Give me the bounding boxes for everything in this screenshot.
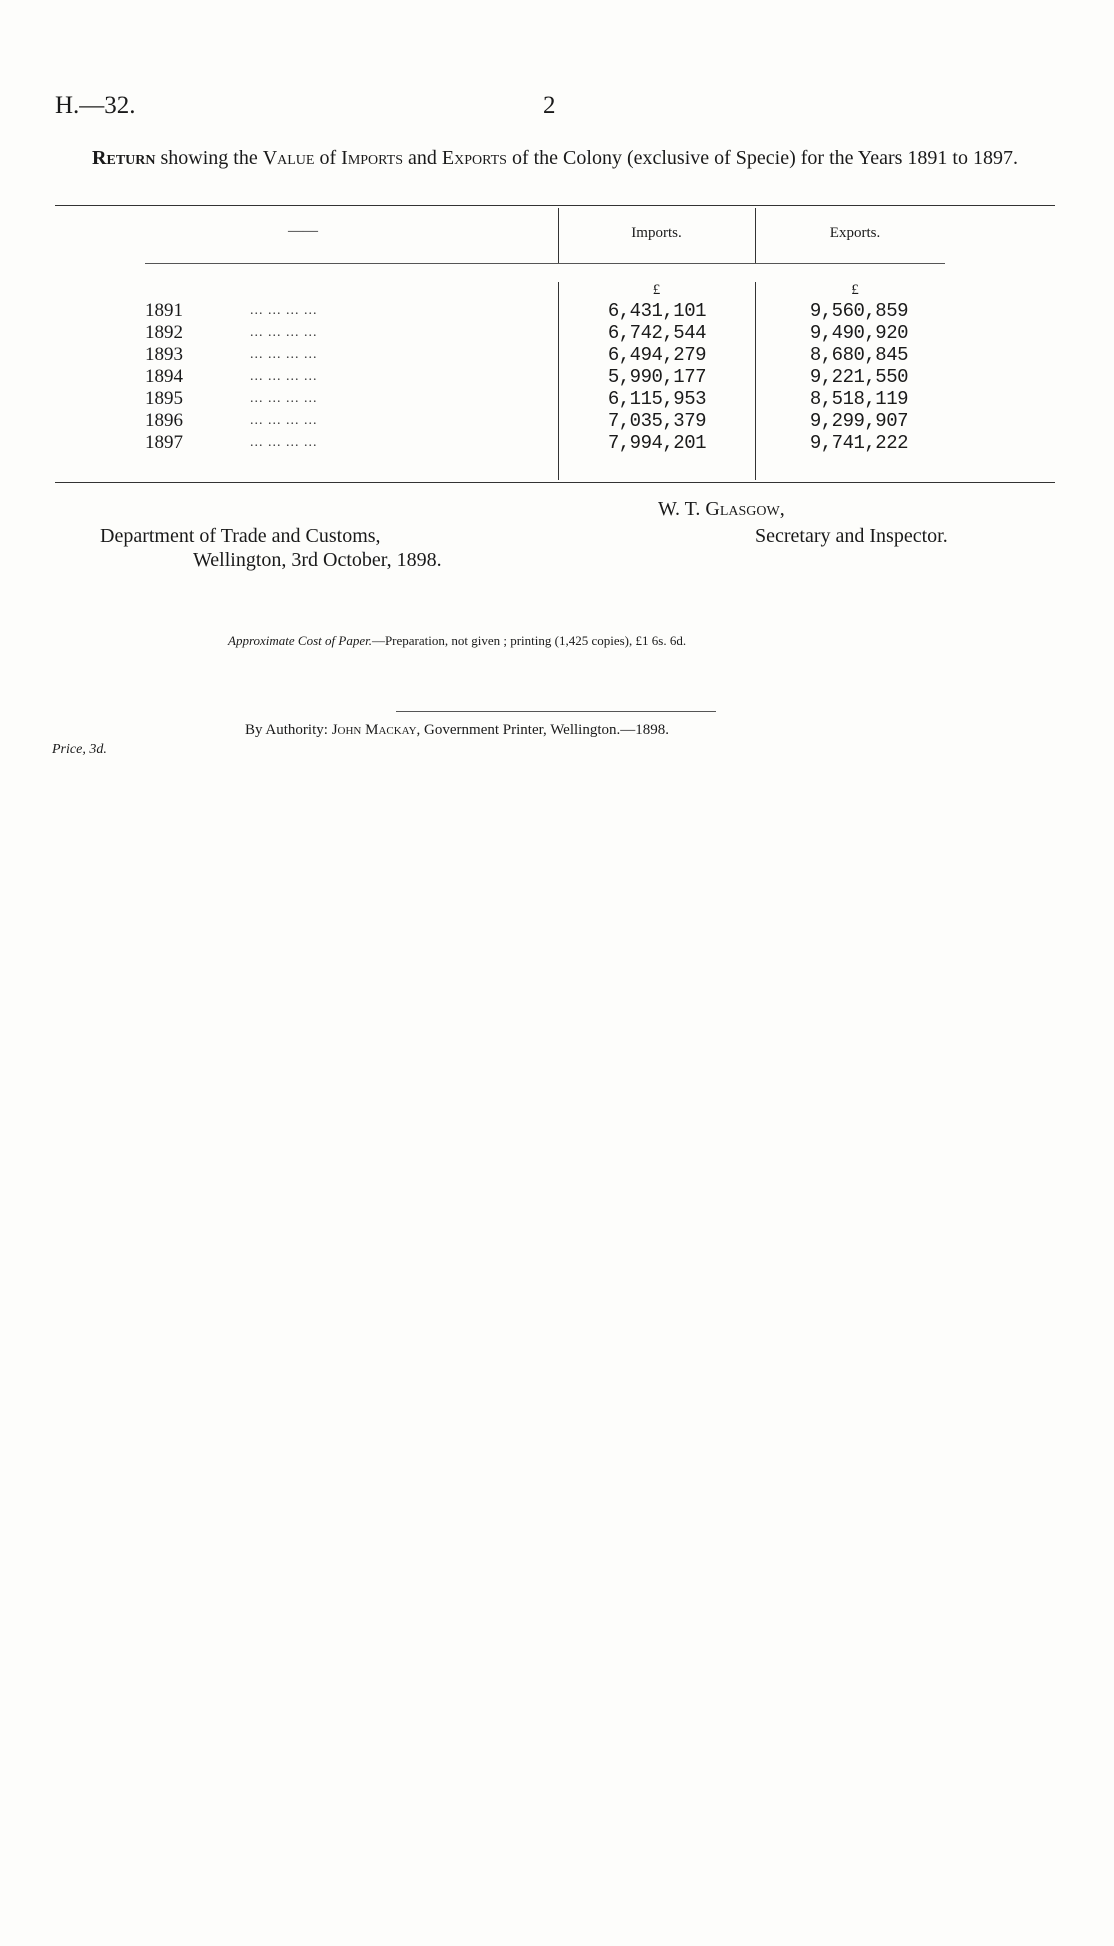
row-imports: 7,994,201 (607, 432, 706, 454)
row-exports: 9,560,859 (809, 300, 908, 322)
table-bottom-rule (55, 482, 1055, 483)
year-column-header: —— (288, 223, 318, 239)
title-part-1: showing the (155, 147, 263, 169)
row-year: 1895 (145, 388, 183, 409)
row-year: 1894 (145, 366, 183, 387)
title-word-exports: Exports (441, 147, 507, 169)
signatory-position: Secretary and Inspector. (755, 525, 948, 547)
row-imports: 6,115,953 (607, 388, 706, 410)
row-exports: 9,299,907 (809, 410, 908, 432)
leader-dots: ... ... ... ... (250, 347, 318, 362)
title-part-4: of the Colony (exclusive of Specie) for the Years 1891 to 1897. (506, 147, 1018, 169)
leader-dots: ... ... ... ... (250, 369, 318, 384)
row-year: 1893 (145, 344, 183, 365)
imprint-prefix: By Authority: (245, 722, 332, 738)
title-part-2: of (314, 147, 342, 169)
title-word-imports: Imports (341, 147, 403, 169)
table-top-rule (55, 205, 1055, 206)
row-imports: 7,035,379 (607, 410, 706, 432)
leader-dots: ... ... ... ... (250, 435, 318, 450)
page-reference: H.—32. (55, 92, 136, 119)
page-number: 2 (543, 92, 556, 119)
table-header-rule (145, 263, 945, 264)
leader-dots: ... ... ... ... (250, 303, 318, 318)
imprint-printer: John Mackay (331, 722, 417, 738)
row-exports: 8,680,845 (809, 344, 908, 366)
row-year: 1896 (145, 410, 183, 431)
row-year: 1891 (145, 300, 183, 321)
row-exports: 9,221,550 (809, 366, 908, 388)
row-imports: 6,494,279 (607, 344, 706, 366)
exports-column-header: Exports. (829, 225, 881, 241)
title-word-value: Value (262, 147, 315, 169)
row-exports: 8,518,119 (809, 388, 908, 410)
row-year: 1897 (145, 432, 183, 453)
price-note: Price, 3d. (52, 742, 107, 757)
document-title (55, 147, 1055, 170)
printer-imprint (245, 722, 669, 739)
imports-column-header: Imports. (631, 225, 682, 241)
cost-note-label: Approximate Cost of Paper. (228, 633, 372, 648)
cost-of-paper-note (228, 633, 686, 649)
title-word-return: Return (92, 147, 156, 169)
row-imports: 6,742,544 (607, 322, 706, 344)
imprint-rule (396, 711, 716, 712)
leader-dots: ... ... ... ... (250, 413, 318, 428)
imprint-suffix: , Government Printer, Wellington.—1898. (416, 722, 670, 738)
leader-dots: ... ... ... ... (250, 391, 318, 406)
row-year: 1892 (145, 322, 183, 343)
row-exports: 9,741,222 (809, 432, 908, 454)
leader-dots: ... ... ... ... (250, 325, 318, 340)
exports-currency-symbol: £ (851, 282, 859, 298)
row-exports: 9,490,920 (809, 322, 908, 344)
imports-currency-symbol: £ (652, 282, 661, 298)
department-line: Department of Trade and Customs, (100, 525, 381, 547)
signatory-name-text: W. T. Glasgow, (658, 498, 785, 520)
row-imports: 5,990,177 (607, 366, 706, 388)
cost-note-text: —Preparation, not given ; printing (1,425 copies), £1 6s. 6d. (371, 633, 687, 648)
place-date-line: Wellington, 3rd October, 1898. (193, 549, 442, 571)
row-imports: 6,431,101 (607, 300, 706, 322)
title-part-3: and (403, 147, 442, 169)
signatory-name (658, 498, 785, 521)
